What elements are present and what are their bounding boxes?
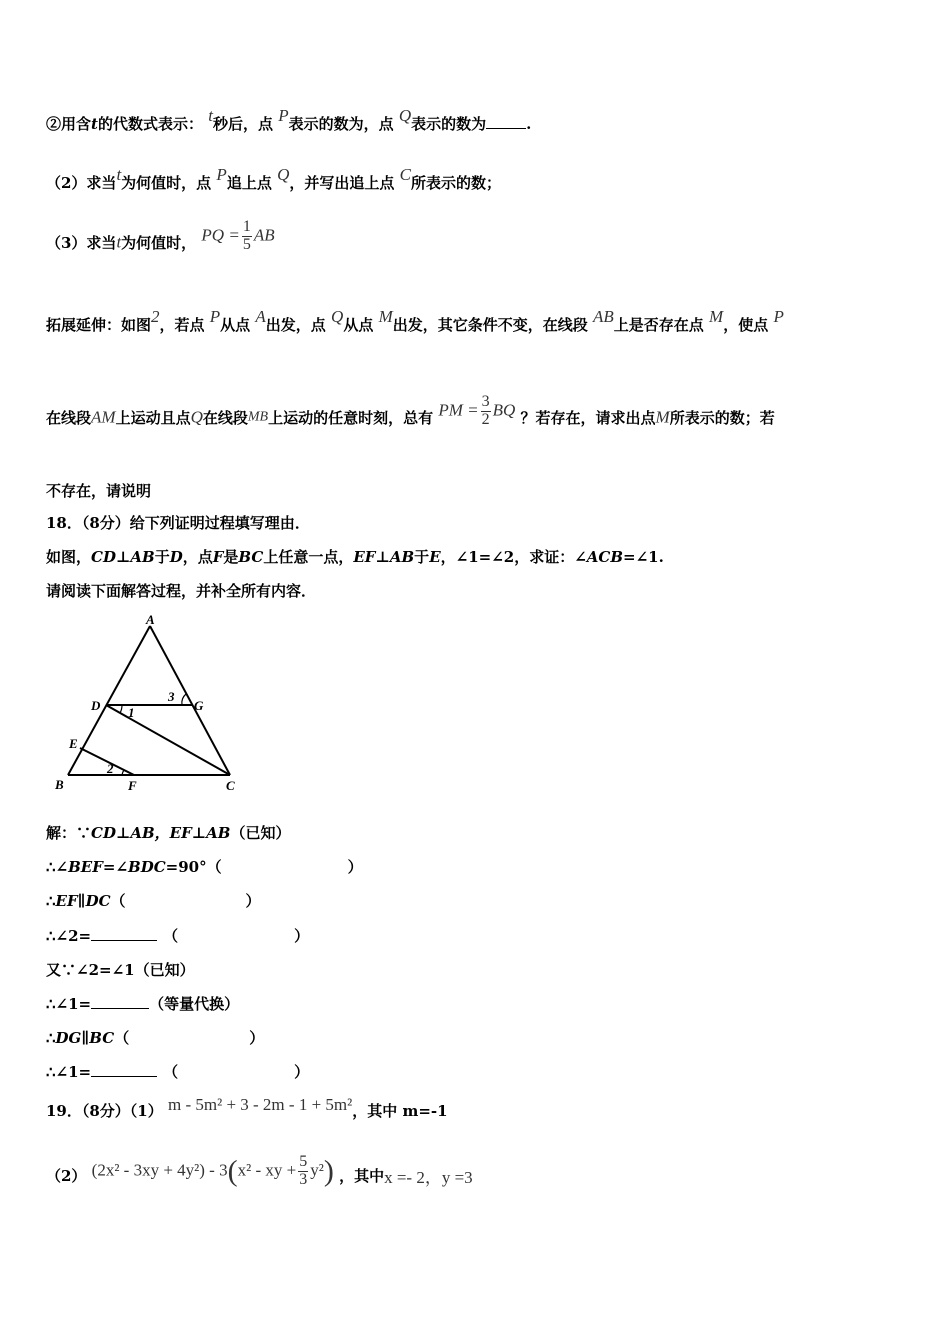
point-q: Q [277, 165, 290, 184]
var-t: t [116, 232, 122, 252]
text: 拓展延伸：如图 [46, 316, 152, 334]
text: 表示的数为 [288, 115, 364, 133]
text: ，∠1=∠2，求证：∠ [440, 548, 587, 566]
text: 又∵∠2=∠1（已知） [46, 961, 195, 979]
segment-cd: CD [91, 548, 116, 566]
formula-pq [201, 219, 274, 254]
expression-2-b: x² - xy + [237, 1160, 297, 1180]
text: ，点 [182, 548, 213, 566]
fraction [481, 394, 491, 429]
answer-blank[interactable] [91, 1064, 157, 1077]
point-f: F [212, 548, 224, 566]
text: 在线段 [46, 408, 92, 427]
text: ，点 [363, 115, 394, 133]
side-ab [68, 626, 150, 775]
text: 秒后，点 [212, 115, 273, 133]
text: ∴∠ [46, 858, 69, 876]
left-paren: ( [227, 1154, 238, 1188]
proof-step-8 [46, 1061, 309, 1082]
text: ） [294, 1063, 310, 1081]
denominator: 2 [481, 410, 490, 428]
point-m: M [655, 407, 670, 427]
text: 上运动且点 [115, 408, 191, 427]
text: （2） [46, 1166, 87, 1185]
text: 如图， [46, 548, 92, 566]
numerator: 3 [481, 393, 490, 410]
text: 的代数式表示： [97, 115, 203, 133]
label-d: D [91, 698, 101, 713]
text: ∴ [46, 1029, 56, 1047]
text: （ [163, 1063, 179, 1081]
label-angle-3: 3 [168, 689, 175, 704]
formula-pm [438, 394, 515, 429]
right-paren: ) [323, 1154, 334, 1188]
formula-lhs: PQ = [201, 225, 240, 245]
q18-given [46, 546, 664, 567]
proof-step-1 [46, 822, 291, 843]
text: ∴∠1= [46, 1063, 92, 1081]
text: 19．（8分）（1） [46, 1102, 163, 1120]
proof-step-6 [46, 993, 239, 1014]
label-g: G [194, 698, 204, 713]
text: （ [163, 927, 179, 945]
point-p: P [773, 307, 784, 326]
expression-2 [92, 1154, 334, 1189]
q17-extension [46, 307, 784, 335]
numerator: 5 [299, 1153, 308, 1170]
text: ，若点 [159, 316, 205, 334]
proof-step-4 [46, 925, 309, 946]
text: 所表示的数； [410, 174, 501, 192]
text: ∴∠1= [46, 995, 92, 1013]
q19-part2 [46, 1153, 473, 1193]
text: ，使点 [723, 316, 769, 334]
proof-step-2 [46, 856, 363, 877]
point-q: Q [331, 307, 344, 326]
label-a: A [146, 612, 155, 627]
perpendicular-symbol: ⊥ [375, 548, 390, 566]
text: （ [114, 1029, 130, 1047]
text: ？若存在，请求出点 [520, 408, 656, 427]
text: BEF=∠BDC [68, 858, 166, 876]
text: 追上点 [226, 174, 272, 192]
segment-ef: EF [353, 548, 376, 566]
segment-mb: MB [247, 409, 269, 425]
text: 是 [223, 548, 239, 566]
q17-part2-item [46, 106, 532, 134]
perpendicular-symbol: ⊥ [115, 548, 131, 566]
text: （等量代换） [149, 995, 240, 1013]
text: 于 [154, 548, 170, 566]
answer-blank[interactable] [91, 996, 149, 1009]
q17-extension-3: 不存在，请说明 [46, 482, 152, 500]
label-e: E [69, 736, 78, 751]
expression-2-c: y² [310, 1160, 324, 1180]
text: （ [110, 892, 126, 910]
text: 于 [414, 548, 430, 566]
point-m: M [709, 307, 724, 326]
text: ） [294, 927, 310, 945]
label-angle-2: 2 [107, 761, 114, 776]
text: =∠1. [623, 548, 664, 566]
segment-am: AM [91, 407, 116, 427]
q17-extension-2 [46, 393, 775, 435]
text: （2）求当 [46, 174, 117, 192]
text: ∴ [46, 892, 56, 910]
answer-blank[interactable] [486, 116, 526, 129]
expression-2-a: (2x² - 3xy + 4y²) - 3 [91, 1160, 228, 1180]
point-p: P [278, 106, 289, 125]
formula-lhs: PM = [438, 400, 479, 420]
text: ） [249, 1029, 265, 1047]
label-c: C [226, 778, 235, 793]
text: ） [347, 858, 363, 876]
text: ） [245, 892, 261, 910]
text: 从点 [343, 316, 374, 334]
var-t: t [208, 106, 213, 125]
q17-part2 [46, 165, 501, 193]
label-angle-1: 1 [128, 705, 135, 720]
formula-rhs: BQ [492, 400, 516, 420]
point-m: M [378, 307, 393, 326]
condition-1: ，其中 m=-1 [352, 1102, 448, 1120]
angle-arc-3 [182, 694, 186, 705]
text: 在线段 [202, 408, 248, 427]
condition-2: x =- 2，y =3 [384, 1167, 473, 1187]
point-a: A [255, 307, 266, 326]
text: ，并写出追上点 [289, 174, 395, 192]
point-p: P [216, 165, 227, 184]
var-t: t [91, 115, 98, 133]
label-b: B [55, 777, 64, 792]
proof-step-5 [46, 959, 195, 980]
text: CD⊥AB，EF⊥AB [91, 824, 231, 842]
text: DG∥BC [55, 1029, 115, 1047]
text: =90°（ [165, 858, 222, 876]
var-t: t [116, 165, 122, 184]
text: （已知） [230, 824, 291, 842]
answer-blank[interactable] [91, 928, 157, 941]
text: . [526, 115, 532, 133]
text: 出发，点 [265, 316, 326, 334]
text: 出发，其它条件不变，在线段 [392, 316, 588, 334]
point-d: D [169, 548, 183, 566]
text: 上是否存在点 [613, 316, 704, 334]
text: 为何值时，点 [121, 174, 212, 192]
text: EF∥DC [55, 892, 111, 910]
figure-number: 2 [151, 307, 160, 326]
q17-part3 [46, 218, 275, 260]
angle-acb: ACB [586, 548, 624, 566]
q18-title: 18．（8分）给下列证明过程填写理由． [46, 514, 310, 532]
text: ，其中 [339, 1166, 385, 1185]
segment-ab: AB [389, 548, 415, 566]
denominator: 5 [242, 235, 251, 253]
text: 从点 [220, 316, 251, 334]
denominator: 3 [299, 1170, 308, 1188]
text: 上运动的任意时刻，总有 [268, 408, 434, 427]
angle-arc-1 [120, 705, 122, 713]
text: 为何值时， [121, 233, 197, 252]
point-q: Q [190, 407, 203, 427]
fraction [242, 219, 252, 254]
text: ∴∠2= [46, 927, 92, 945]
numerator: 1 [242, 218, 251, 235]
formula-rhs: AB [253, 225, 275, 245]
fraction [298, 1154, 308, 1189]
point-e: E [429, 548, 441, 566]
point-p: P [209, 307, 221, 326]
point-c: C [399, 165, 411, 184]
q18-instruction: 请阅读下面解答过程，并补全所有内容． [46, 582, 317, 600]
point-q: Q [398, 106, 412, 125]
text: 表示的数为 [411, 115, 487, 133]
triangle-figure [40, 612, 260, 797]
q19-part1 [46, 1095, 448, 1121]
segment-ab: AB [130, 548, 155, 566]
segment-ab: AB [593, 307, 614, 326]
text: ②用含 [46, 115, 92, 133]
label-f: F [128, 778, 137, 793]
proof-step-7 [46, 1027, 264, 1048]
expression-1: m - 5m² + 3 - 2m - 1 + 5m² [167, 1095, 353, 1114]
segment-bc: BC [238, 548, 264, 566]
text: 所表示的数；若 [669, 408, 775, 427]
proof-step-3 [46, 890, 261, 911]
text: 解：∵ [46, 824, 92, 842]
text: 上任意一点， [263, 548, 354, 566]
text: （3）求当 [46, 233, 117, 252]
